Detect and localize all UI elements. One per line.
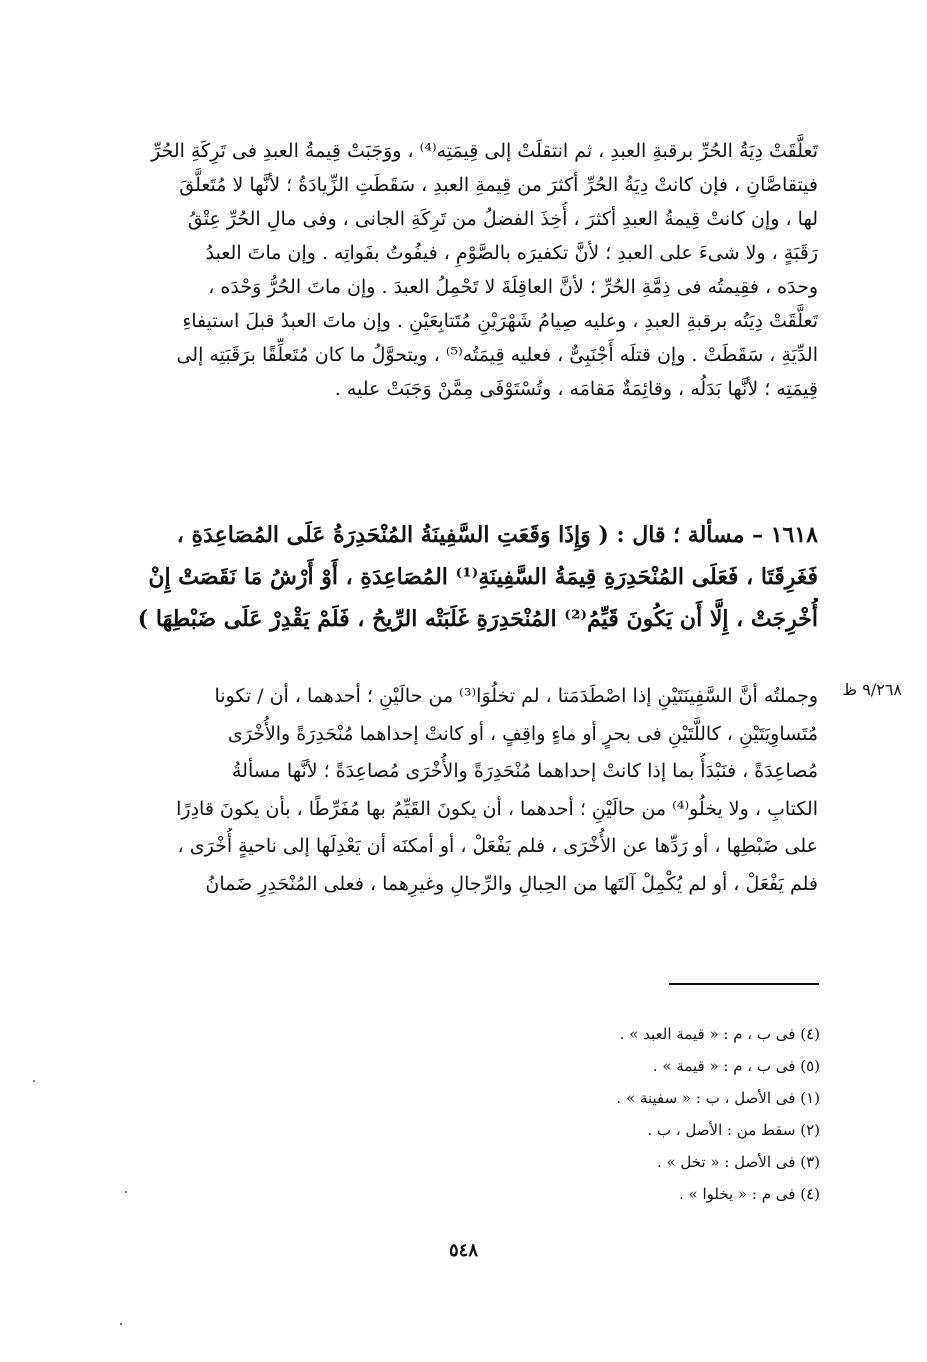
text-line: مُصاعِدَةً ، فنَبْدَأُ بما إذا كانتْ إحداهما مُنْحَدِرَةً والأُخْرَى مُصاعِدَةً ؛ لأنَّها مسألةُ bbox=[231, 760, 818, 782]
heading-line: فَغَرِقَتَا ، فَعَلَى المُنْحَدِرَةِ قِيمَةُ السَّفِينَةِ⁽¹⁾ المُصَاعِدَةِ ، أَوْ أَرْشُ مَا نَقَصَتْ إِنْ bbox=[148, 564, 818, 590]
page-number: ٥٤٨ bbox=[448, 1240, 478, 1261]
text-line: لها ، وإن كانتْ قِيمةُ العبدِ أكثرَ ، أُخِذَ الفضلُ من تَرِكَةِ الجانى ، وفى مالِ الحُرِّ عِتْقُ bbox=[187, 208, 818, 230]
scan-speck bbox=[120, 1323, 122, 1325]
text-line: تَعلَّقَتْ دِيَتُه برقبةِ العبدِ ، وعليه صِيامُ شَهْرَيْنِ مُتَتابِعَيْنِ . وإن ماتَ العبدُ قبلَ استيفاءِ bbox=[182, 310, 818, 332]
text-line: فلم يَفْعَلْ ، أو لم يُكْمِلْ آلتَها من الحِبالِ والرِّجالِ وغيرِهما ، فعلى المُنْحَدِرِ ضَمانُ bbox=[205, 872, 818, 895]
text-line: تَعلَّقَتْ دِيَةُ الحُرِّ برقبةِ العبدِ ، ثم انتقلَتْ إلى قِيمَتِه⁽⁴⁾ ، ووَجَبَتْ قِيمةُ العبدِ فى تَرِكَةِ الحُرِّ bbox=[151, 140, 818, 162]
marginal-folio-reference: ٩/٢٦٨ ظ bbox=[842, 680, 902, 699]
text-line: وجملتُه أنَّ السَّفِينَتَيْنِ إذا اصْطَدَمَتا ، لم تخلُوَا⁽³⁾ من حالَيْنِ ؛ أحدهما ، أن / تكونا bbox=[214, 685, 818, 707]
scan-speck bbox=[33, 1080, 35, 1082]
paragraph-continuation bbox=[128, 134, 818, 406]
text-line: على ضَبْطِها ، أو رَدِّها عن الأُخْرَى ، فلم يَفْعَلْ ، أو أمكنَه أن يَعْدِلَها إلى ناحيةٍ أُخْرَى ، bbox=[177, 835, 818, 857]
text-line: وحدَه ، فقِيمتُه فى ذِمَّةِ الحُرِّ ؛ لأنَّ العاقِلَةَ لا تَحْمِلُ العبدَ . وإن ماتَ الحُرُّ وَحْدَه ، bbox=[208, 276, 818, 298]
text-line: الدِّيَةِ ، سَقَطَتْ . وإن قتلَه أَجْنَبِىٌّ ، فعليه قِيمَتُه⁽⁵⁾ ، ويتحوَّلُ ما كان مُتَعلِّقًا برَقَبَتِه إلى bbox=[176, 344, 818, 366]
heading-line: ١٦١٨ – مسألة ؛ قال : ( وَإِذَا وَقَعَتِ السَّفِينَةُ المُنْحَدِرَةُ عَلَى المُصَاعِدَةِ ، bbox=[176, 522, 818, 548]
heading-line: أُخْرِجَتْ ، إِلَّا أَن يَكُونَ قَيِّمُ⁽²⁾ المُنْحَدِرَةِ غَلَبَتْه الرِّيحُ ، فَلَمْ يَقْدِرْ عَلَى ضَبْطِهَا ) bbox=[137, 606, 818, 632]
footnotes bbox=[520, 1018, 820, 1210]
text-line: مُتَساوِيَتَيْنِ ، كاللَّتَيْنِ فى بحرٍ أو ماءٍ واقِفٍ ، أو كانتْ إحداهما مُنْحَدِرَةً والأُخْرَى bbox=[227, 722, 818, 745]
text-line: فيتقاصَّانِ ، فإن كانتْ دِيَةُ الحُرِّ أكثرَ من قِيمةِ العبدِ ، سَقَطَتِ الزِّيادَةُ ؛ لأنَّها لا مُتَعلَّقَ bbox=[179, 174, 818, 196]
scan-speck bbox=[125, 1191, 127, 1193]
commentary-paragraph bbox=[128, 678, 818, 903]
text-line: رَقَبَةٍ ، ولا شىءَ على العبدِ ؛ لأنَّ تكفيرَه بالصَّوْمِ ، فيفُوتُ بفَواتِه . وإن ماتَ العبدُ bbox=[205, 242, 818, 264]
footnote: (٥) فى ب ، م : « قيمة » . bbox=[652, 1057, 820, 1075]
text-line: قِيمَتِه ؛ لأنَّها بَدَلُه ، وقائِمَةٌ مَقامَه ، وتُسْتَوْفَى مِمَّنْ وَجَبَتْ عليه . bbox=[334, 378, 818, 400]
footnote: (٤) فى م : « يخلوا » . bbox=[678, 1185, 820, 1203]
footnote: (٢) سقط من : الأصل ، ب . bbox=[647, 1121, 820, 1139]
footnote: (١) فى الأصل ، ب : « سفينة » . bbox=[616, 1089, 820, 1107]
footnote: (٣) فى الأصل : « تخل » . bbox=[656, 1153, 820, 1171]
text-line: الكتابِ ، ولا يخلُو⁽⁴⁾ من حالَيْنِ ؛ أحدهما ، أن يكونَ القَيِّمُ بها مُفَرِّطًا ، بأن يكونَ قادِرًا bbox=[176, 797, 818, 820]
issue-heading-1618 bbox=[128, 514, 818, 640]
footnote: (٤) فى ب ، م : « قيمة العبد » . bbox=[619, 1025, 820, 1043]
footnote-separator bbox=[669, 983, 819, 985]
